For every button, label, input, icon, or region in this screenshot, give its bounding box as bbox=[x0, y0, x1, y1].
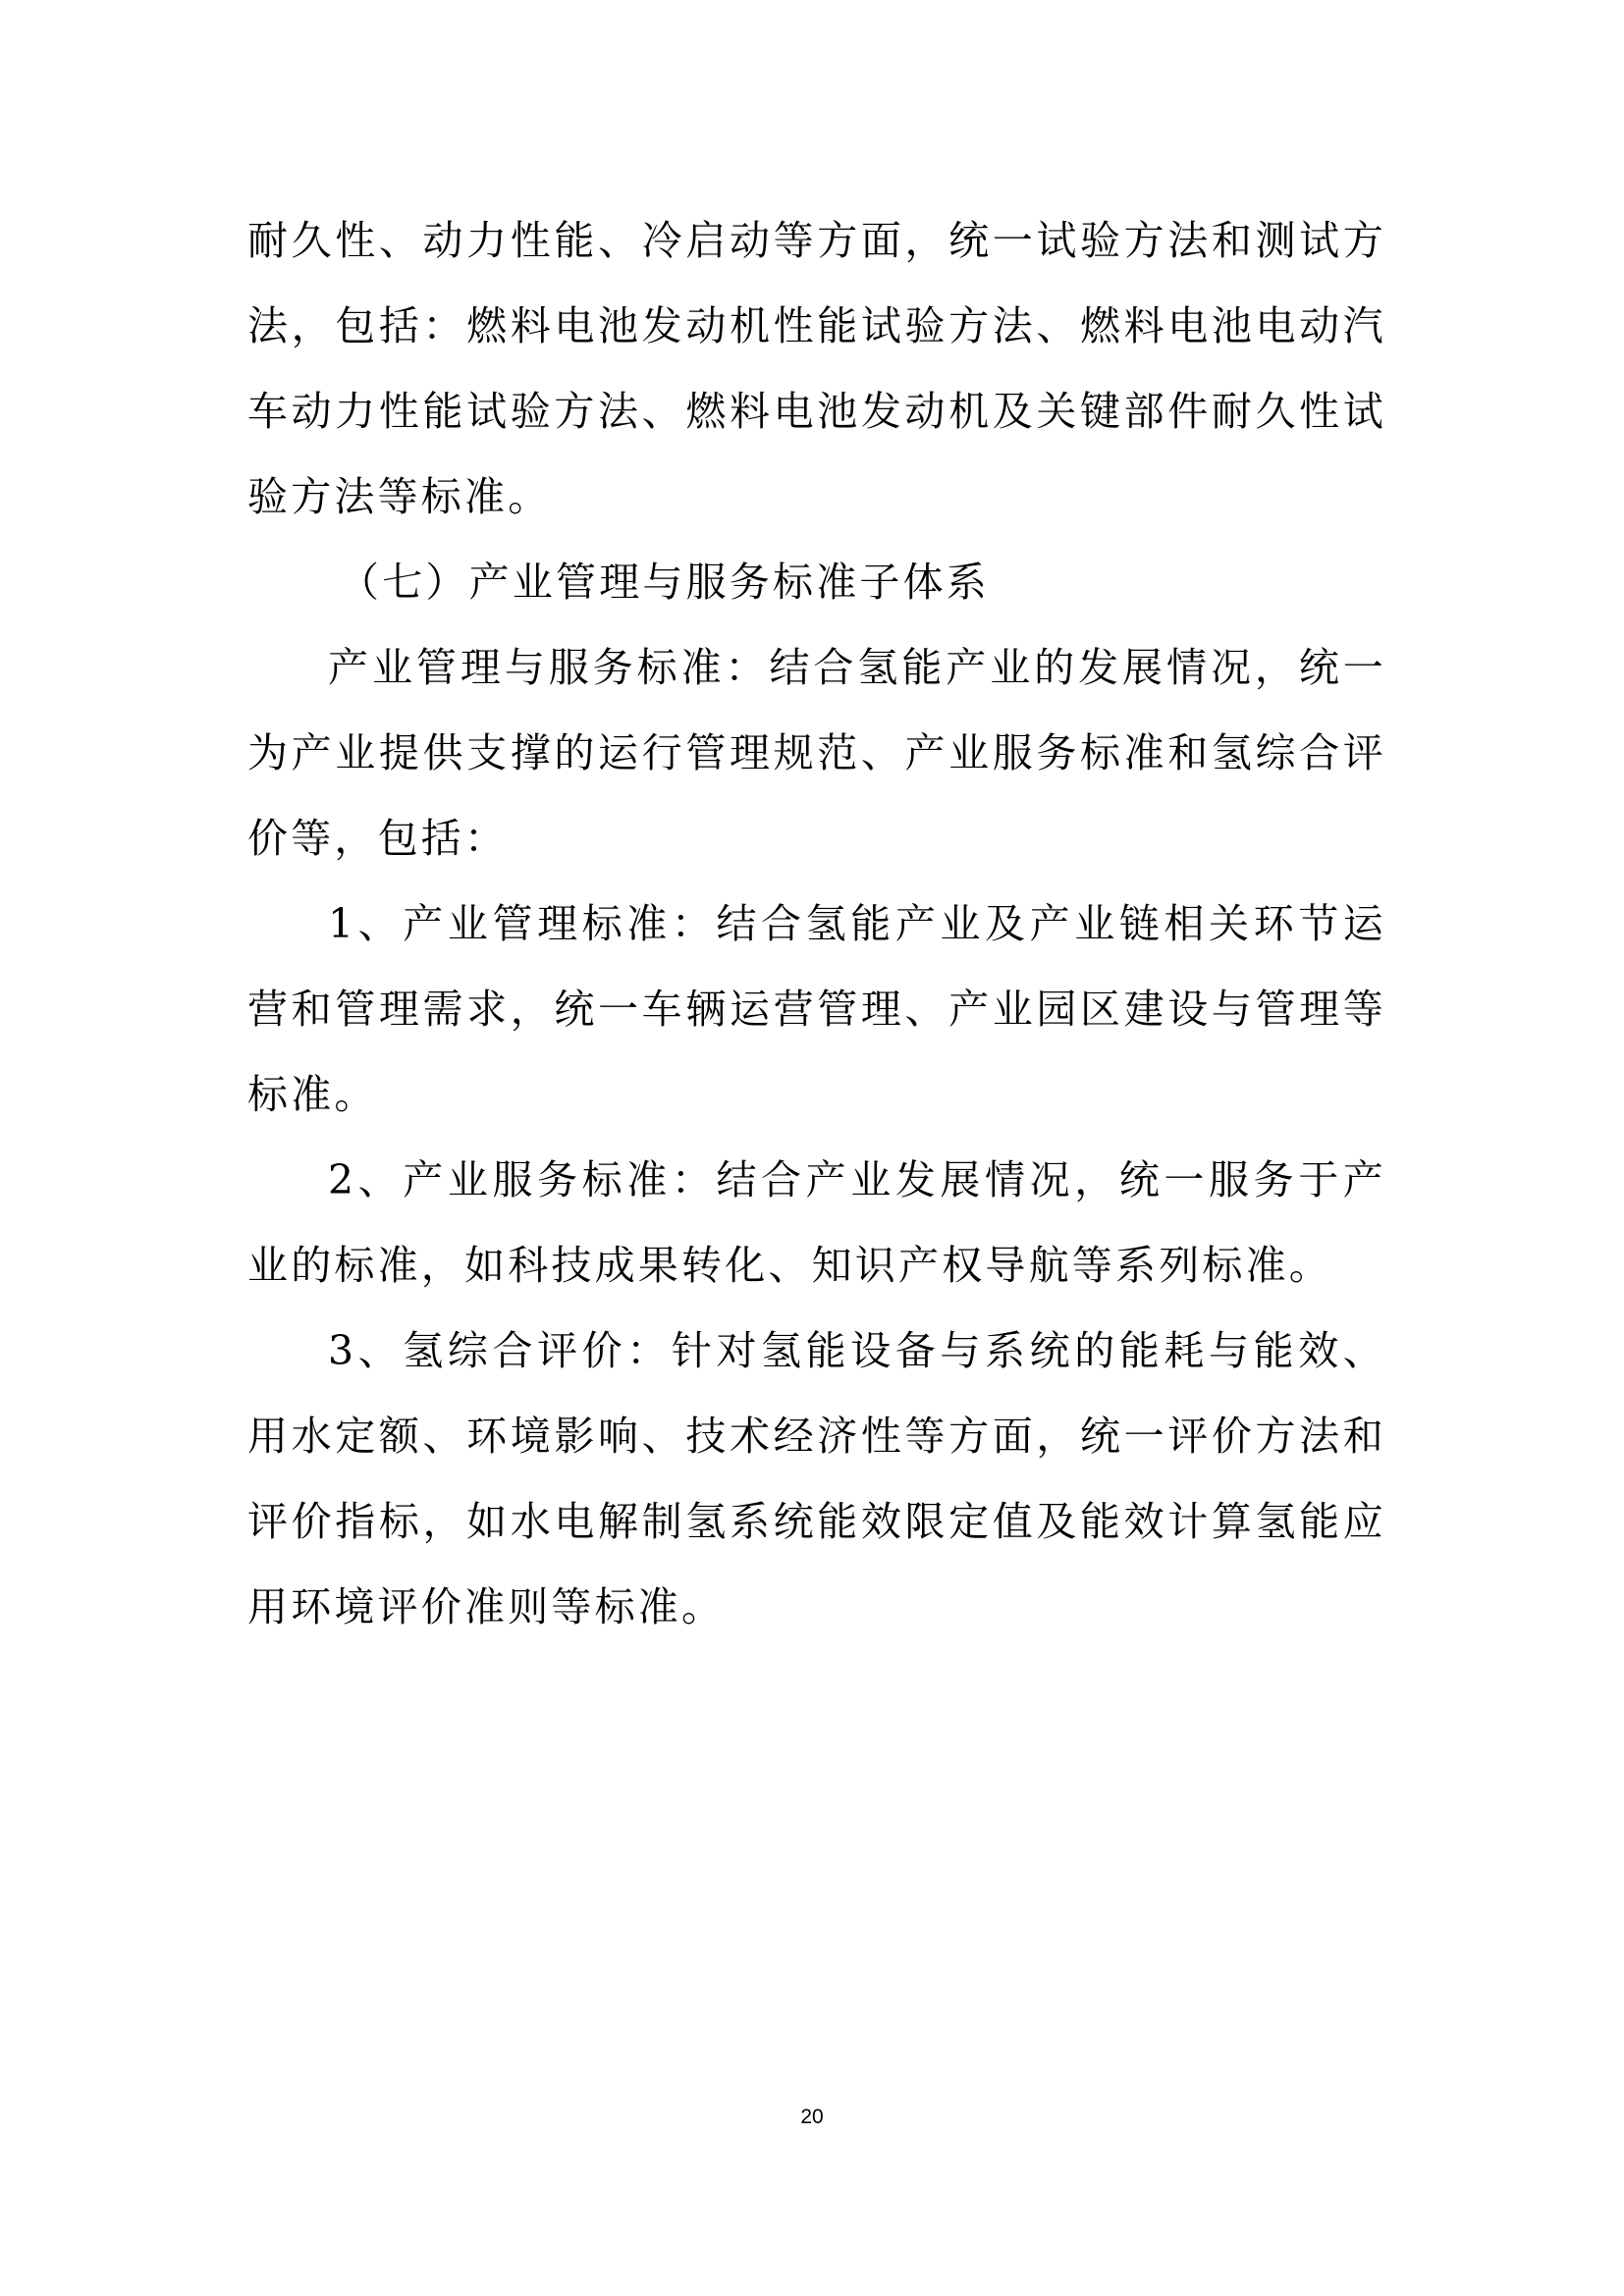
paragraph-industry-management-service: 产业管理与服务标准：结合氢能产业的发展情况，统一为产业提供支撑的运行管理规范、产业服务标准和氢综合评价等，包括： bbox=[247, 644, 1386, 862]
paragraph-hydrogen-evaluation: 3、氢综合评价：针对氢能设备与系统的能耗与能效、用水定额、环境影响、技术经济性等方面，统一评价方法和评价指标，如水电解制氢系统能效限定值及能效计算氢能应用环境评价准则等标准。 bbox=[247, 1327, 1386, 1630]
paragraph-industry-management-standard: 1、产业管理标准：结合氢能产业及产业链相关环节运营和管理需求，统一车辆运营管理、产业园区建设与管理等标准。 bbox=[247, 900, 1386, 1118]
paragraph-industry-service-standard: 2、产业服务标准：结合产业发展情况，统一服务于产业的标准，如科技成果转化、知识产权导航等系列标准。 bbox=[247, 1156, 1386, 1289]
section-heading-7: （七）产业管理与服务标准子体系 bbox=[339, 559, 990, 606]
paragraph-continuation: 耐久性、动力性能、冷启动等方面，统一试验方法和测试方法，包括：燃料电池发动机性能试验方法、燃料电池电动汽车动力性能试验方法、燃料电池发动机及关键部件耐久性试验方法等标准。 bbox=[247, 217, 1386, 520]
page-number: 20 bbox=[800, 2106, 824, 2128]
